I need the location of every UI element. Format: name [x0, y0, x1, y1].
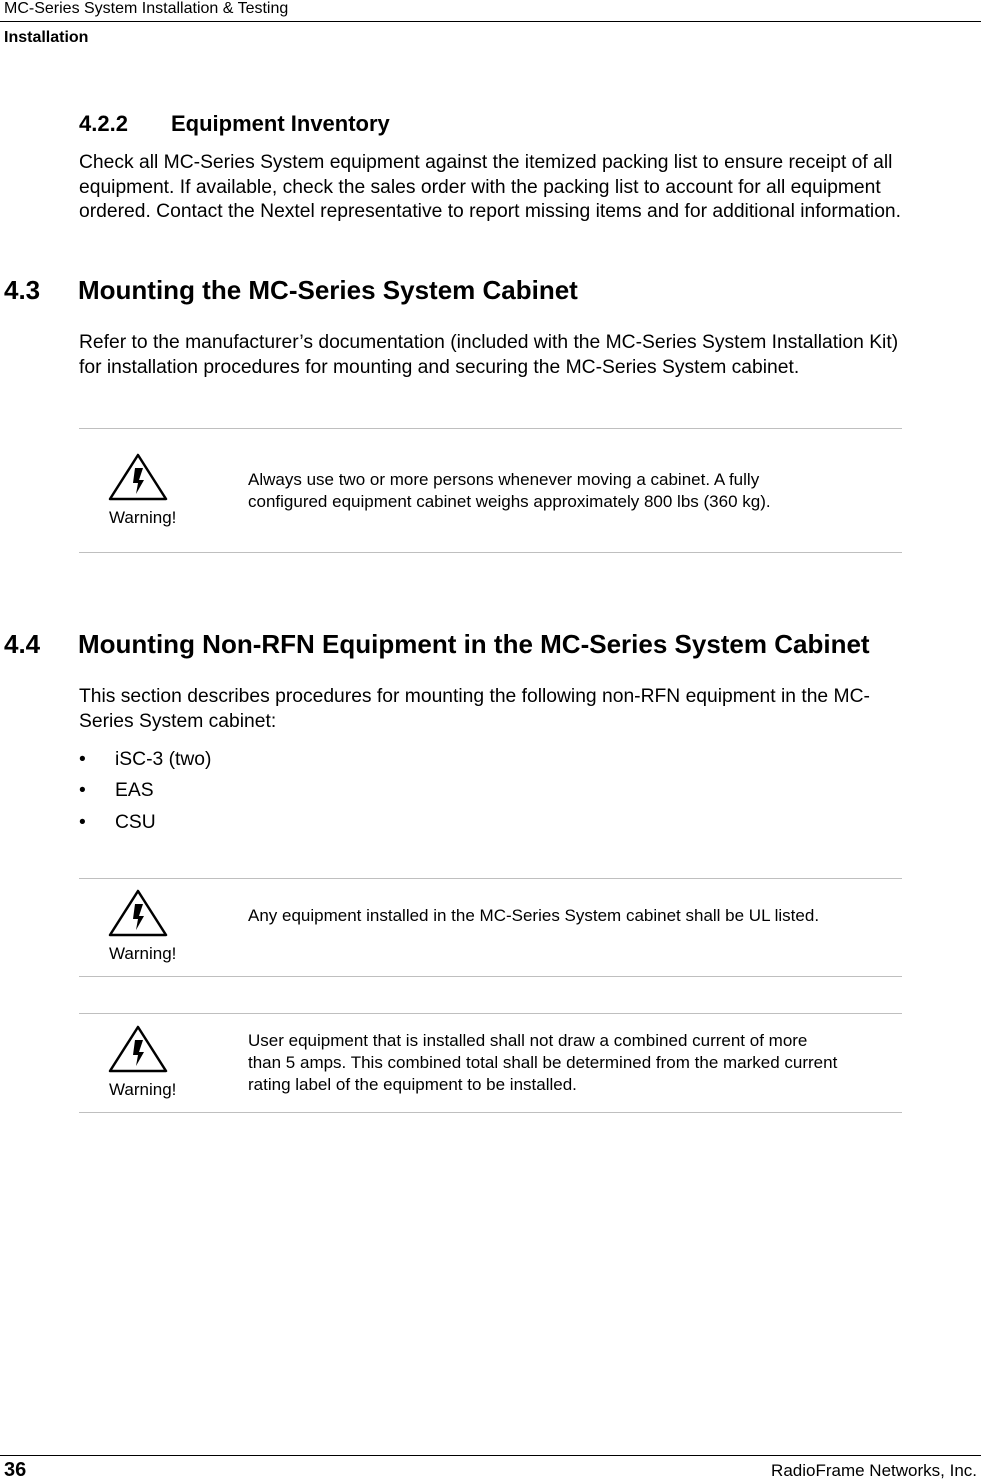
- list-item: [79, 748, 379, 772]
- warning-line: configured equipment cabinet weighs approximately 800 lbs (360 kg).: [248, 492, 771, 511]
- list-item-label: iSC-3 (two): [115, 749, 212, 770]
- footer-rule: [0, 1455, 981, 1456]
- warning-label: Warning!: [109, 944, 177, 963]
- bullet-glyph: •: [79, 780, 86, 801]
- footer-company: RadioFrame Networks, Inc.: [771, 1461, 977, 1480]
- heading-4-3: [4, 275, 964, 305]
- paragraph-line: Series System cabinet:: [79, 710, 277, 732]
- paragraph-line: ordered. Contact the Nextel representative to report missing items and for additional information.: [79, 201, 902, 222]
- warning-label: Warning!: [109, 508, 177, 527]
- heading-number: 4.3: [4, 275, 41, 305]
- page-number: 36: [4, 1459, 27, 1481]
- warning-line: than 5 amps. This combined total shall be determined from the marked current: [248, 1053, 838, 1072]
- heading-text: Mounting Non-RFN Equipment in the MC-Series System Cabinet: [78, 629, 870, 659]
- warning-text: [248, 469, 771, 513]
- heading-4-4: [4, 629, 979, 659]
- paragraph-non-rfn: [79, 685, 979, 734]
- warning-line: Always use two or more persons whenever moving a cabinet. A fully: [248, 470, 760, 489]
- warning-bottom-rule: [79, 1112, 902, 1113]
- paragraph-line: Refer to the manufacturer’s documentation (included with the MC-Series System Installation Kit): [79, 332, 899, 353]
- heading-number: 4.2.2: [79, 111, 128, 136]
- warning-label: Warning!: [109, 1080, 177, 1099]
- warning-line: User equipment that is installed shall not draw a combined current of more: [248, 1031, 808, 1050]
- warning-top-rule: [79, 878, 902, 879]
- warning-top-rule: [79, 1013, 902, 1014]
- warning-top-rule: [79, 428, 902, 429]
- paragraph-mounting-cabinet: [79, 331, 979, 380]
- warning-bottom-rule: [79, 976, 902, 977]
- heading-4-2-2: [79, 111, 929, 137]
- paragraph-equipment-inventory: [79, 151, 979, 225]
- high-voltage-warning-icon: [108, 889, 168, 937]
- paragraph-line: for installation procedures for mounting and securing the MC-Series System cabinet.: [79, 356, 800, 378]
- warning-text: [248, 1030, 837, 1096]
- list-item-label: EAS: [115, 780, 154, 801]
- warning-bottom-rule: [79, 552, 902, 553]
- warning-text: [248, 905, 819, 927]
- warning-line: rating label of the equipment to be installed.: [248, 1075, 577, 1094]
- list-item: [79, 779, 379, 803]
- running-header-title: MC-Series System Installation & Testing: [4, 0, 289, 17]
- high-voltage-warning-icon: [108, 453, 168, 501]
- running-header-section: Installation: [4, 29, 89, 46]
- paragraph-line: equipment. If available, check the sales order with the packing list to account for all equipment: [79, 176, 881, 198]
- header-rule: [0, 21, 981, 22]
- high-voltage-warning-icon: [108, 1025, 168, 1073]
- bullet-glyph: •: [79, 812, 86, 833]
- bullet-glyph: •: [79, 749, 86, 770]
- list-item: [79, 811, 379, 835]
- paragraph-line: This section describes procedures for mounting the following non-RFN equipment in the MC-: [79, 686, 870, 707]
- heading-text: Equipment Inventory: [171, 111, 390, 136]
- warning-line: Any equipment installed in the MC-Series System cabinet shall be UL listed.: [248, 906, 820, 925]
- list-item-label: CSU: [115, 812, 156, 833]
- paragraph-line: Check all MC-Series System equipment against the itemized packing list to ensure receipt of all: [79, 152, 893, 173]
- heading-number: 4.4: [4, 629, 41, 659]
- heading-text: Mounting the MC-Series System Cabinet: [78, 275, 578, 305]
